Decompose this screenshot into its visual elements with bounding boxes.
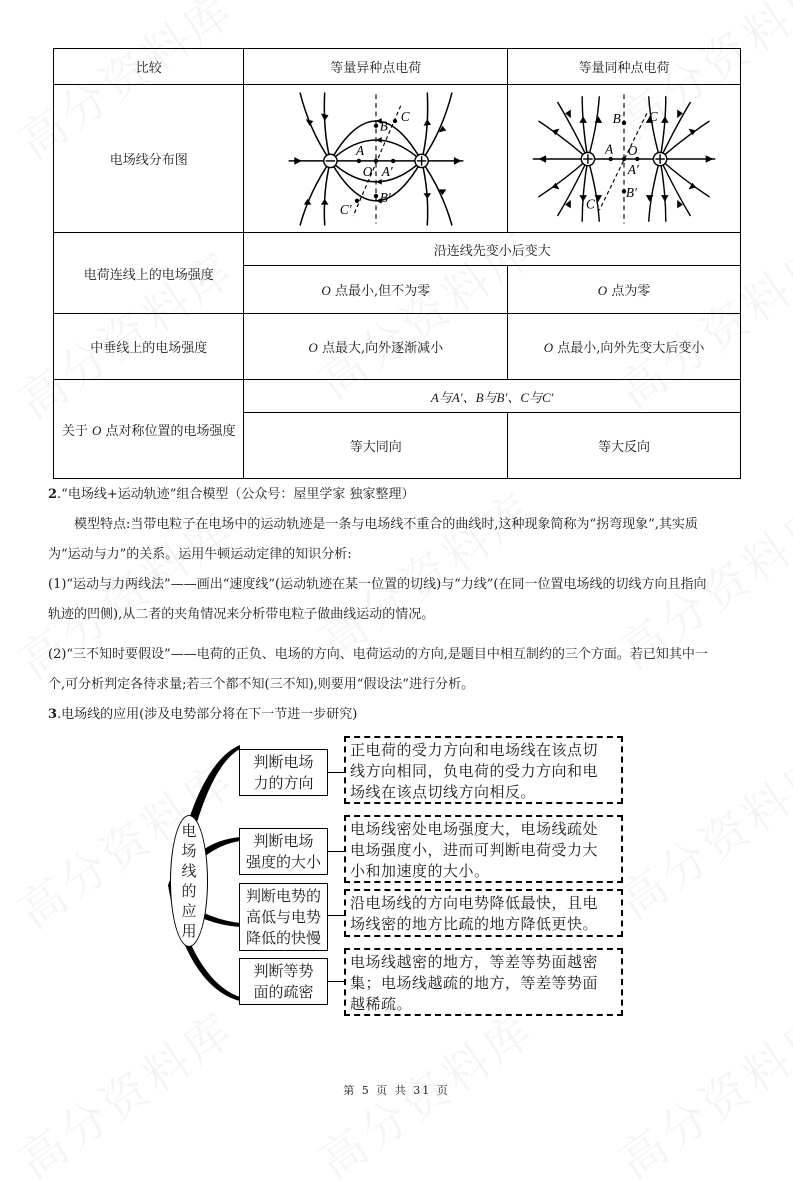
row-label-distribution: 电场线分布图 <box>54 85 244 233</box>
connector <box>328 772 344 773</box>
o-letter: O <box>543 340 554 355</box>
label-A: A <box>355 142 364 158</box>
cell-text: 点最小,但不为零 <box>330 284 431 299</box>
title-line: 强度的大小 <box>245 852 321 871</box>
root-char: 电 <box>181 822 197 840</box>
section2-para2: (1)“运动与力两线法”——画出“速度线”(运动轨迹在某一位置的切线)与“力线”(在同一位置电场线的切线方向且指向 <box>48 577 707 592</box>
root-char: 场 <box>181 842 197 860</box>
line-between-same <box>508 266 741 314</box>
section3-heading <box>48 700 748 730</box>
o-letter: O <box>92 422 102 438</box>
label-A-prime: A′ <box>381 163 393 179</box>
branch-desc-potential <box>344 889 623 937</box>
cell-text: 点为零 <box>607 284 651 299</box>
label-A: A <box>605 140 614 156</box>
title-line: 面的疏密 <box>253 982 314 1001</box>
heading-number: 3 <box>48 707 58 722</box>
desc-line: 小和加速度的大小。 <box>350 862 490 880</box>
section2-para3: (2)“三不知时要假设”——电荷的正负、电场的方向、电荷运动的方向,是题目中相互制约的三个方面。若已知其中一 <box>48 647 708 662</box>
o-letter: O <box>597 283 608 298</box>
header-opposite-charges: 等量异种点电荷 <box>244 49 508 85</box>
table-row-line-between <box>54 233 741 266</box>
label-B: B <box>612 110 621 126</box>
figure-cell-same <box>508 85 741 233</box>
desc-line: 电场线密处电场强度大，电场线疏处 <box>350 820 599 838</box>
section2-para1: 模型特点:当带电粒子在电场中的运动轨迹是一条与电场线不重合的曲线时,这种现象简称为“拐弯现象”,其实质 <box>74 517 698 532</box>
watermark <box>604 734 793 931</box>
row-label-line-between: 电荷连线上的电场强度 <box>54 233 244 314</box>
desc-line: 场线密的地方比疏的地方降低更快。 <box>350 915 599 933</box>
o-letter: O <box>321 283 331 298</box>
symmetric-shared: A与A′、B与B′、C与C′ <box>244 380 741 413</box>
desc-line: 电场线越密的地方，等差等势面越密 <box>350 953 599 971</box>
section2-para1-cont: 为“运动与力”的关系。运用牛顿运动定律的知识分析: <box>48 547 352 562</box>
connector <box>328 851 344 852</box>
symmetric-opposite: 等大同向 <box>244 413 508 479</box>
line-between-opposite <box>244 266 508 314</box>
table-header-row <box>54 49 741 85</box>
title-line: 判断等势 <box>253 961 314 980</box>
label-C: C <box>400 108 410 124</box>
o-letter: O <box>308 340 318 355</box>
title-line: 高低与电势 <box>245 907 321 926</box>
connector <box>328 915 344 916</box>
page-footer: 第 5 页 共 31 页 <box>343 1084 450 1097</box>
root-char: 应 <box>181 902 197 920</box>
label-C-prime: C′ <box>586 195 598 211</box>
root-char: 的 <box>181 882 197 900</box>
root-char: 用 <box>181 922 197 940</box>
label-B-prime: B′ <box>379 189 391 205</box>
branch-title-field-strength <box>239 828 328 875</box>
desc-line: 线方向相同，负电荷的受力方向和电 <box>350 762 599 780</box>
section2-heading <box>48 480 748 510</box>
table-row-symmetric <box>54 380 741 413</box>
label-O: O <box>362 163 373 179</box>
heading-text: .电场线的应用(涉及电势部分将在下一节进一步研究) <box>57 707 358 722</box>
opposite-charges-field-diagram <box>281 89 471 229</box>
heading-number: 2 <box>48 487 58 502</box>
desc-line: 电场强度小，进而可判断电荷受力大 <box>350 841 599 859</box>
desc-line: 正电荷的受力方向和电场线在该点切 <box>350 741 599 759</box>
label-O: O <box>627 142 638 158</box>
row-label-symmetric <box>54 380 244 479</box>
header-same-charges: 等量同种点电荷 <box>508 49 741 85</box>
label-B-prime: B′ <box>625 184 637 200</box>
label-B: B <box>379 118 388 133</box>
header-compare: 比较 <box>54 49 244 85</box>
branch-title-potential <box>239 883 328 951</box>
connector <box>328 981 344 982</box>
cell-text: 点最小,向外先变大后变小 <box>553 341 705 356</box>
perpendicular-same <box>508 314 741 380</box>
title-line: 力的方向 <box>253 773 314 792</box>
perpendicular-opposite <box>244 314 508 380</box>
label-text: 点对称位置的电场强度 <box>101 423 236 439</box>
desc-line: 越稀疏。 <box>350 995 413 1013</box>
branch-desc-equipotential <box>344 948 623 1016</box>
title-line: 判断电场 <box>253 831 314 850</box>
symmetric-same: 等大反向 <box>508 413 741 479</box>
title-line: 判断电场 <box>253 752 314 771</box>
heading-text: .“电场线+运动轨迹”组合模型（公众号：屋里学家 独家整理） <box>57 487 415 502</box>
section2-para2-cont: 轨迹的凹侧),从二者的夹角情况来分析带电粒子做曲线运动的情况。 <box>48 607 435 622</box>
table-row-distribution <box>54 85 741 233</box>
desc-line: 集；电场线越疏的地方，等差等势面 <box>350 974 599 992</box>
desc-line: 沿电场线的方向电势降低最快，且电 <box>350 894 599 912</box>
branch-desc-force-direction <box>344 736 623 804</box>
branch-title-equipotential <box>239 958 328 1005</box>
title-line: 判断电势的 <box>245 886 321 905</box>
label-C: C <box>648 108 658 124</box>
desc-line: 场线在该点切线方向相反。 <box>350 783 537 801</box>
branch-title-force-direction <box>239 749 328 796</box>
label-text: 关于 <box>61 423 92 439</box>
section2-para3-cont: 个,可分析判定各待求量;若三个都不知(三不知),则要用“假设法”进行分析。 <box>48 677 475 692</box>
table-row-perpendicular <box>54 314 741 380</box>
title-line: 降低的快慢 <box>245 928 321 947</box>
row-label-perpendicular: 中垂线上的电场强度 <box>54 314 244 380</box>
branch-desc-field-strength <box>344 815 623 883</box>
mind-map-root <box>170 815 208 947</box>
root-char: 线 <box>181 862 197 880</box>
cell-text: 点最大,向外逐渐减小 <box>317 341 444 356</box>
label-A-prime: A′ <box>627 161 639 177</box>
same-charges-field-diagram <box>529 91 719 227</box>
comparison-table <box>53 48 741 479</box>
figure-cell-opposite <box>244 85 508 233</box>
label-C-prime: C′ <box>339 201 352 217</box>
line-between-shared: 沿连线先变小后变大 <box>244 233 741 266</box>
